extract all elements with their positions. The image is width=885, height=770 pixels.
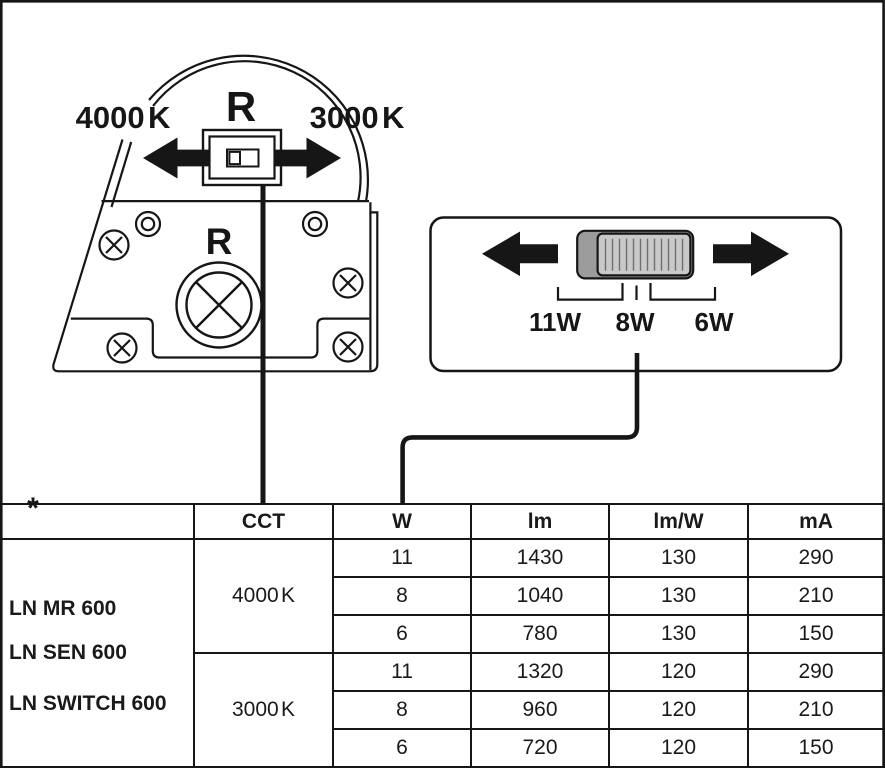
header-lm-per-w: lm/W	[609, 504, 748, 539]
cell-lm-per-w: 120	[609, 729, 748, 767]
cell-ma: 150	[748, 615, 884, 653]
cell-w: 8	[333, 577, 471, 615]
cct-right-label: 3000 K	[309, 99, 405, 135]
product-name: LN SWITCH 600	[9, 692, 167, 715]
cell-lm: 1320	[471, 653, 609, 691]
cct-left-label: 4000 K	[75, 99, 171, 135]
wattage-connector-line	[403, 353, 637, 504]
product-list-cell	[1, 539, 194, 767]
position-brackets	[558, 283, 715, 300]
slider-knob	[598, 234, 691, 276]
cell-ma: 210	[748, 577, 884, 615]
cct-switch-marking: R	[225, 83, 257, 130]
product-name: LN MR 600	[9, 597, 117, 620]
cct-switch	[203, 130, 281, 185]
table-row	[1, 539, 884, 577]
cell-w: 8	[333, 691, 471, 729]
cell-lm: 960	[471, 691, 609, 729]
cct-group-3000k: 3000 K	[194, 653, 333, 767]
cell-lm: 720	[471, 729, 609, 767]
cell-w: 6	[333, 729, 471, 767]
cell-lm-per-w: 130	[609, 577, 748, 615]
cell-lm: 780	[471, 615, 609, 653]
cell-ma: 210	[748, 691, 884, 729]
cell-lm: 1430	[471, 539, 609, 577]
lamp-icon	[177, 263, 262, 348]
specs-table	[0, 503, 885, 768]
arrow-left-icon	[482, 232, 558, 277]
table-header-row	[1, 504, 884, 539]
header-blank-cell	[1, 504, 194, 539]
arrow-left-icon	[143, 138, 211, 179]
product-name: LN SEN 600	[9, 641, 127, 664]
header-cct: CCT	[194, 504, 333, 539]
header-w: W	[333, 504, 471, 539]
wattage-slider	[577, 231, 693, 279]
cell-w: 11	[333, 539, 471, 577]
cell-w: 11	[333, 653, 471, 691]
cct-group-4000k: 4000 K	[194, 539, 333, 653]
cell-lm-per-w: 130	[609, 539, 748, 577]
wattage-position-8w: 8W	[615, 307, 655, 337]
cell-lm: 1040	[471, 577, 609, 615]
header-ma: mA	[748, 504, 884, 539]
cell-lm-per-w: 120	[609, 691, 748, 729]
arrow-right-icon	[275, 138, 342, 179]
footnote-marker: *	[27, 492, 39, 525]
wattage-position-6w: 6W	[694, 307, 734, 337]
cell-ma: 290	[748, 539, 884, 577]
cell-lm-per-w: 120	[609, 653, 748, 691]
arrow-right-icon	[713, 232, 789, 277]
cell-lm-per-w: 130	[609, 615, 748, 653]
header-lm: lm	[471, 504, 609, 539]
housing-marking: R	[205, 220, 233, 262]
cell-ma: 290	[748, 653, 884, 691]
wattage-position-11w: 11W	[528, 307, 582, 337]
cell-w: 6	[333, 615, 471, 653]
cell-ma: 150	[748, 729, 884, 767]
